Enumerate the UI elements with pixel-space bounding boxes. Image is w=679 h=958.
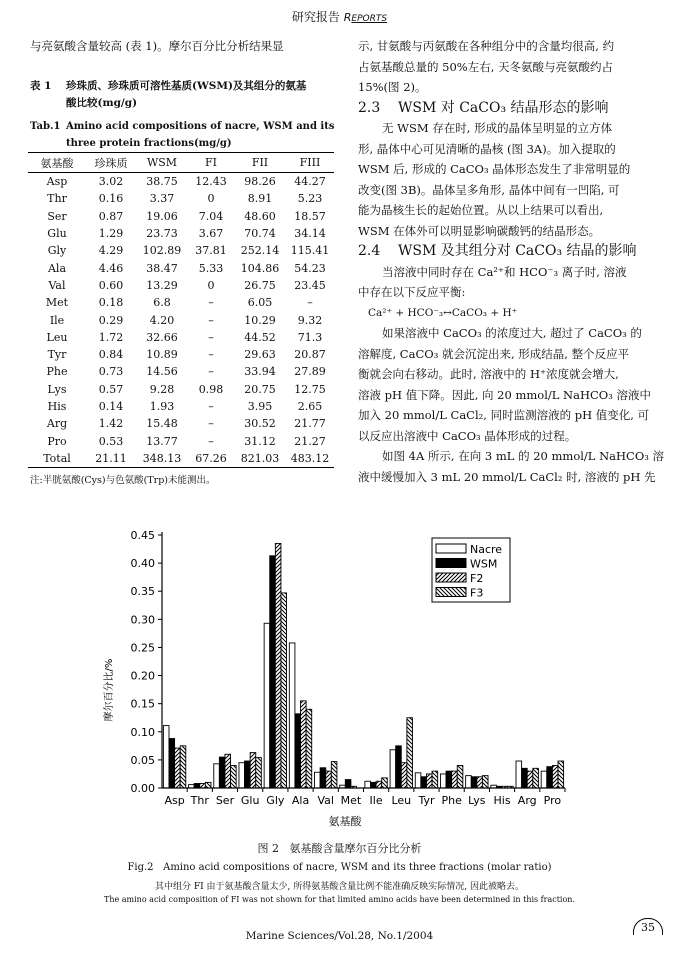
equation: Ca²⁺ + HCO⁻₃↔CaCO₃ + H⁺ xyxy=(368,306,518,319)
p2-line: WSM 在体外可以明显影响碳酸钙的结晶形态。 xyxy=(358,223,601,238)
table-header-cell: 珍珠质 xyxy=(86,153,136,173)
table-row xyxy=(28,277,334,294)
bar-f2-val xyxy=(326,771,332,788)
table-cell: 115.41 xyxy=(290,244,330,258)
x-tick-label: Glu xyxy=(240,794,260,807)
table-cell: Asp xyxy=(46,175,68,189)
table-header-cell: FI xyxy=(188,153,234,173)
table-cell: 15.48 xyxy=(146,417,178,431)
p2-line: 形, 晶体中心可见清晰的晶核 (图 3A)。加入提取的 xyxy=(358,141,616,156)
bar-wsm-arg xyxy=(522,768,528,788)
y-tick-label: 0.20 xyxy=(130,669,155,683)
table-cell: 6.05 xyxy=(247,296,273,310)
bar-f3-asp xyxy=(180,746,186,788)
figure-label-cn: 图 2 xyxy=(257,842,279,855)
table-cell: 102.89 xyxy=(142,244,182,258)
table-cell: 71.3 xyxy=(297,330,323,344)
table-cell: 5.33 xyxy=(198,261,224,275)
table-cell: 14.56 xyxy=(146,365,178,379)
table-cell: 33.94 xyxy=(244,365,276,379)
section-title: WSM 及其组分对 CaCO₃ 结晶的影响 xyxy=(398,243,637,259)
bar-wsm-val xyxy=(320,768,326,788)
y-tick-label: 0.15 xyxy=(130,697,155,711)
table-cell: 4.20 xyxy=(149,313,175,327)
bar-wsm-ile xyxy=(370,782,376,788)
x-tick-label: Pro xyxy=(543,794,562,807)
p1-line: 示, 甘氨酸与丙氨酸在各种组分中的含量均很高, 约 xyxy=(358,39,615,53)
bar-f3-ser xyxy=(231,766,237,788)
section-2-3-heading xyxy=(358,98,663,119)
p3-line: 中存在以下反应平衡: xyxy=(358,285,466,299)
table-cell: 26.75 xyxy=(244,278,276,292)
table-row xyxy=(28,346,334,363)
x-tick-label: Thr xyxy=(190,794,209,807)
table-body xyxy=(28,173,334,468)
table-cell: 38.47 xyxy=(146,261,178,275)
p4-line: 加入 20 mmol/L CaCl₂, 同时监测溶液的 pH 值变化, 可 xyxy=(358,408,650,422)
bar-f2-phe xyxy=(452,771,458,788)
table-cell: 0.73 xyxy=(98,365,124,379)
table-cell: 0.57 xyxy=(98,382,124,396)
p3-line: 当溶液中同时存在 Ca²⁺和 HCO⁻₃ 离子时, 溶液 xyxy=(382,264,627,279)
bar-nacre-asp xyxy=(163,726,169,788)
table-row xyxy=(28,190,334,207)
table-cell: 44.52 xyxy=(244,330,276,344)
bar-f3-tyr xyxy=(432,771,438,788)
p5-line: 液中缓慢加入 3 mL 20 mmol/L CaCl₂ 时, 溶液的 pH 先 xyxy=(358,469,656,484)
figure-title-cn: 氨基酸含量摩尔百分比分析 xyxy=(289,842,422,855)
table-cell: 44.27 xyxy=(294,175,326,189)
bar-wsm-tyr xyxy=(421,777,427,788)
x-axis-label: 氨基酸 xyxy=(328,815,362,828)
bar-nacre-gly xyxy=(264,623,270,788)
table-cell: 0.87 xyxy=(98,209,124,223)
legend-label: WSM xyxy=(470,557,498,571)
y-tick-label: 0.30 xyxy=(130,613,155,627)
table-cell: 104.86 xyxy=(240,261,280,275)
bar-f2-asp xyxy=(175,748,181,788)
table-row xyxy=(28,381,334,398)
bar-f3-val xyxy=(331,762,337,788)
table-cell: – xyxy=(208,313,214,327)
table-row xyxy=(28,432,334,449)
legend xyxy=(432,538,510,602)
table-cell: 0.84 xyxy=(98,348,124,362)
table-row xyxy=(28,329,334,346)
bar-wsm-phe xyxy=(446,771,452,788)
table-cell: Glu xyxy=(47,227,67,241)
bar-wsm-lys xyxy=(471,777,477,788)
legend-label: F3 xyxy=(470,586,484,600)
bar-f2-ile xyxy=(376,781,382,788)
table-cell: – xyxy=(208,330,214,344)
table-cell: 10.89 xyxy=(146,348,178,362)
table-cell: 0.60 xyxy=(98,278,124,292)
amino-acid-table xyxy=(28,152,334,468)
p4-line: 如果溶液中 CaCO₃ 的浓度过大, 超过了 CaCO₃ 的 xyxy=(382,326,642,340)
legend-swatch xyxy=(436,588,466,597)
figure-note-en: The amino acid composition of FI was not shown for that limited amino acids have been determined in this fraction. xyxy=(103,895,575,904)
table-cell: 23.73 xyxy=(146,227,178,241)
p1-line: 15%(图 2)。 xyxy=(358,80,427,94)
figure-note-cn: 其中组分 FI 由于氨基酸含量太少, 所得氨基酸含量比例不能准确反映实际情况, 因此被略去。 xyxy=(155,882,524,892)
table-caption-en-line2: three protein fractions(mg/g) xyxy=(66,138,232,149)
x-tick-label: Met xyxy=(340,794,362,807)
header-reports-initial: R xyxy=(343,11,352,24)
table-cell: – xyxy=(208,417,214,431)
table-header-cell: 氨基酸 xyxy=(28,153,86,173)
footer-journal: Marine Sciences/Vol.28, No.1/2004 xyxy=(245,930,434,942)
table-cell: 70.74 xyxy=(244,227,276,241)
table-row xyxy=(28,415,334,432)
table-cell: 4.29 xyxy=(98,244,124,258)
table-cell: 38.75 xyxy=(146,175,178,189)
table-cell: 0 xyxy=(207,278,215,292)
table-cell: 0.18 xyxy=(98,296,124,310)
table-cell: Val xyxy=(48,278,66,292)
table-cell: 21.11 xyxy=(86,450,136,468)
p4-line: 衡就会向右移动。此时, 溶液中的 H⁺浓度就会增大, xyxy=(358,367,619,381)
figure-caption-cn xyxy=(0,840,679,856)
legend-label: Nacre xyxy=(470,543,503,556)
bar-wsm-glu xyxy=(245,761,251,788)
table-cell: 3.37 xyxy=(149,192,175,206)
p2-line: WSM 后, 形成的 CaCO₃ 晶体形态发生了非常明显的 xyxy=(358,162,631,176)
table-cell: 0 xyxy=(207,192,215,206)
figure-label-en: Fig.2 xyxy=(127,862,154,873)
table-cell: 0.29 xyxy=(98,313,124,327)
table-cell: 19.06 xyxy=(146,209,178,223)
p5-line: 如图 4A 所示, 在向 3 mL 的 20 mmol/L NaHCO₃ 溶 xyxy=(382,449,665,463)
table-cell: 10.29 xyxy=(244,313,276,327)
table-caption-en-label: Tab.1 xyxy=(30,121,61,132)
x-tick-label: Ile xyxy=(369,794,383,807)
table-cell: 31.12 xyxy=(244,434,276,448)
table-cell: Ile xyxy=(49,313,65,327)
bar-f3-pro xyxy=(558,761,564,788)
table-cell: 348.13 xyxy=(136,450,188,468)
table-cell: 1.93 xyxy=(149,400,175,413)
table-row xyxy=(28,398,334,415)
table-row xyxy=(28,259,334,276)
section-2-4-heading xyxy=(358,241,663,262)
table-cell: 4.46 xyxy=(98,261,124,275)
table-cell: 98.26 xyxy=(244,175,276,189)
legend-swatch xyxy=(436,544,466,553)
table-cell: 54.23 xyxy=(294,261,326,275)
bar-f3-phe xyxy=(457,766,463,788)
x-tick-label: Asp xyxy=(164,794,185,807)
table-cell: 29.63 xyxy=(244,348,276,362)
table-cell: His xyxy=(47,400,67,413)
bar-f3-lys xyxy=(482,776,488,788)
table-cell: 30.52 xyxy=(244,417,276,431)
bar-wsm-leu xyxy=(396,746,402,788)
table-cell: 9.32 xyxy=(297,313,323,327)
bar-f2-ser xyxy=(225,754,231,788)
p4-line: 以反应出溶液中 CaCO₃ 晶体形成的过程。 xyxy=(358,428,577,443)
section-number: 2.4 xyxy=(358,243,381,259)
table-cell: Leu xyxy=(46,330,68,344)
table-caption-cn-label: 表 1 xyxy=(30,80,52,92)
x-tick-label: Phe xyxy=(441,794,462,807)
table-cell: 1.42 xyxy=(98,417,124,431)
table-cell: 9.28 xyxy=(149,382,175,396)
table-cell: Lys xyxy=(47,382,67,396)
table-cell: 27.89 xyxy=(294,365,326,379)
table-cell: 8.91 xyxy=(247,192,273,206)
table-row xyxy=(28,294,334,311)
table-cell: 5.23 xyxy=(297,192,323,206)
bar-wsm-gly xyxy=(270,556,276,788)
table-caption-en-line1: Amino acid compositions of nacre, WSM and its xyxy=(66,121,335,132)
bar-f2-thr xyxy=(200,784,206,788)
table-cell: – xyxy=(208,400,214,413)
table-cell: 13.77 xyxy=(146,434,178,448)
header-reports xyxy=(344,11,387,24)
bar-nacre-ser xyxy=(214,764,220,788)
section-title: WSM 对 CaCO₃ 结晶形态的影响 xyxy=(398,99,609,116)
x-tick-label: Tyr xyxy=(418,794,435,807)
table-cell: 2.65 xyxy=(297,400,323,413)
x-tick-label: Ala xyxy=(291,794,310,807)
running-header xyxy=(0,8,679,25)
bar-f2-ala xyxy=(301,701,307,788)
header-reports-rest: EPORTS xyxy=(351,14,388,24)
y-tick-label: 0.05 xyxy=(130,753,155,767)
bar-f2-lys xyxy=(477,777,483,788)
table-header-row xyxy=(28,153,334,173)
bar-f2-arg xyxy=(527,771,533,788)
bar-f3-ile xyxy=(382,778,388,788)
y-tick-label: 0.40 xyxy=(130,557,155,571)
p4-line: 溶解度, CaCO₃ 就会沉淀出来, 形成结晶, 整个反应平 xyxy=(358,346,630,361)
p4-line: 溶液 pH 值下降。因此, 向 20 mmol/L NaHCO₃ 溶液中 xyxy=(358,387,651,402)
table-cell: – xyxy=(208,348,214,362)
section-number: 2.3 xyxy=(358,99,381,116)
table-cell: 821.03 xyxy=(234,450,286,468)
bar-nacre-leu xyxy=(390,750,396,788)
table-row xyxy=(28,173,334,191)
table-cell: Tyr xyxy=(47,348,67,362)
page-number: 35 xyxy=(633,918,663,935)
x-tick-label: Lys xyxy=(468,794,486,807)
table-caption-cn xyxy=(30,78,340,112)
table-cell: 7.04 xyxy=(198,209,224,223)
table-cell: 20.75 xyxy=(244,382,276,396)
bar-nacre-glu xyxy=(239,763,245,788)
bar-nacre-phe xyxy=(440,774,446,788)
y-axis-label: 摩尔百分比/% xyxy=(104,658,115,722)
table-cell: 13.29 xyxy=(146,278,178,292)
table-header-cell: WSM xyxy=(136,153,188,173)
y-tick-label: 0.35 xyxy=(130,585,155,599)
table-cell: 6.8 xyxy=(153,296,171,310)
legend-label: F2 xyxy=(470,572,484,585)
table-cell: 3.95 xyxy=(247,400,273,413)
table-row xyxy=(28,363,334,380)
table-cell: 1.29 xyxy=(98,227,124,241)
table-cell: Gly xyxy=(47,244,67,258)
bar-nacre-ile xyxy=(365,781,371,788)
table-caption-cn-line2: 酸比较(mg/g) xyxy=(66,97,138,109)
bar-wsm-ala xyxy=(295,714,301,788)
table-caption-en xyxy=(30,118,340,152)
table-cell: 20.87 xyxy=(294,348,326,362)
bar-f3-ala xyxy=(306,709,312,788)
bar-f2-gly xyxy=(275,543,281,788)
table-cell: 1.72 xyxy=(98,330,124,344)
table-header-cell: FIII xyxy=(286,153,334,173)
p2-line: 能为晶核生长的起始位置。从以上结果可以看出, xyxy=(358,203,604,217)
table-cell: – xyxy=(208,434,214,448)
figure-title-en: Amino acid compositions of nacre, WSM and its three fractions (molar ratio) xyxy=(163,862,552,873)
table-cell: 0.98 xyxy=(198,382,224,396)
table-cell: 0.16 xyxy=(98,192,124,206)
bar-f3-glu xyxy=(256,758,262,788)
right-text xyxy=(358,36,663,487)
table-caption-cn-line1: 珍珠质、珍珠质可溶性基质(WSM)及其组分的氨基 xyxy=(66,80,307,92)
bar-f3-gly xyxy=(281,593,287,788)
x-tick-label: Leu xyxy=(391,794,412,807)
table-cell: 48.60 xyxy=(244,209,276,223)
table-cell: 37.81 xyxy=(195,244,227,258)
table-cell: 34.14 xyxy=(294,227,326,241)
legend-swatch xyxy=(436,573,466,582)
bar-nacre-ala xyxy=(289,643,295,788)
table-row xyxy=(28,311,334,328)
table-cell: 18.57 xyxy=(294,209,326,223)
intro-line: 与亮氨酸含量较高 (表 1)。摩尔百分比分析结果显 xyxy=(30,39,284,53)
x-tick-label: Arg xyxy=(517,794,537,807)
bar-nacre-arg xyxy=(516,761,522,788)
table-cell: 23.45 xyxy=(294,278,326,292)
table-cell: 12.75 xyxy=(294,382,326,396)
bar-nacre-pro xyxy=(541,771,547,788)
y-tick-label: 0.25 xyxy=(130,641,155,655)
table-cell: 3.67 xyxy=(198,227,224,241)
bar-nacre-val xyxy=(315,772,321,788)
bar-wsm-met xyxy=(345,780,351,788)
p1-line: 占氨基酸总量的 50%左右, 天冬氨酸与亮氨酸约占 xyxy=(358,59,614,74)
p2-line: 无 WSM 存在时, 形成的晶体呈明显的立方体 xyxy=(382,121,613,135)
bar-f2-leu xyxy=(401,763,407,788)
x-tick-label: Val xyxy=(317,794,334,807)
table-cell: Ser xyxy=(47,209,67,223)
bar-f2-glu xyxy=(250,753,256,788)
table-cell: 0.14 xyxy=(98,400,124,413)
table-cell: Ala xyxy=(47,261,67,275)
table-cell: 3.02 xyxy=(98,175,124,189)
table-cell: Met xyxy=(45,296,69,310)
bar-wsm-thr xyxy=(194,784,200,788)
table-cell: 483.12 xyxy=(286,450,334,468)
table-cell: 12.43 xyxy=(195,175,227,189)
y-tick-label: 0.45 xyxy=(130,529,155,542)
table-header-cell: FII xyxy=(234,153,286,173)
p2-line: 改变(图 3B)。晶体呈多角形, 晶体中间有一凹陷, 可 xyxy=(358,182,620,197)
table-cell: Phe xyxy=(46,365,68,379)
x-tick-label: Gly xyxy=(266,794,285,807)
table-cell: 0.53 xyxy=(98,434,124,448)
bar-chart xyxy=(100,520,570,830)
x-tick-label: Ser xyxy=(215,794,235,807)
bar-wsm-pro xyxy=(547,767,553,788)
bar-f3-arg xyxy=(533,768,539,788)
y-tick-label: 0.00 xyxy=(130,782,155,795)
bar-f2-pro xyxy=(552,766,558,788)
bar-nacre-tyr xyxy=(415,773,421,788)
table-cell: Arg xyxy=(46,417,68,431)
figure-caption-en xyxy=(0,862,679,873)
table-row xyxy=(28,450,334,468)
bar-wsm-ser xyxy=(219,757,225,788)
legend-swatch xyxy=(436,559,466,568)
bar-f3-thr xyxy=(205,782,211,788)
table-row xyxy=(28,225,334,242)
bar-nacre-lys xyxy=(466,776,472,788)
table-cell: 67.26 xyxy=(188,450,234,468)
bar-wsm-asp xyxy=(169,739,175,788)
x-tick-label: His xyxy=(493,794,511,807)
y-tick-label: 0.10 xyxy=(130,725,155,739)
table-row xyxy=(28,208,334,225)
table-cell: – xyxy=(208,365,214,379)
table-row xyxy=(28,242,334,259)
table-cell: – xyxy=(307,296,313,310)
table-cell: Total xyxy=(28,450,86,468)
table-cell: 21.77 xyxy=(294,417,326,431)
table-cell: Pro xyxy=(47,434,67,448)
header-title: 研究报告 xyxy=(291,10,340,24)
table-cell: – xyxy=(208,296,214,310)
bar-f2-tyr xyxy=(426,774,432,788)
table-cell: 32.66 xyxy=(146,330,178,344)
table-note: 注:半胱氨酸(Cys)与色氨酸(Trp)未能测出。 xyxy=(30,475,216,486)
table-cell: 21.27 xyxy=(294,434,326,448)
table-cell: 252.14 xyxy=(240,244,280,258)
bar-f3-leu xyxy=(407,718,413,788)
table-cell: Thr xyxy=(47,192,67,206)
